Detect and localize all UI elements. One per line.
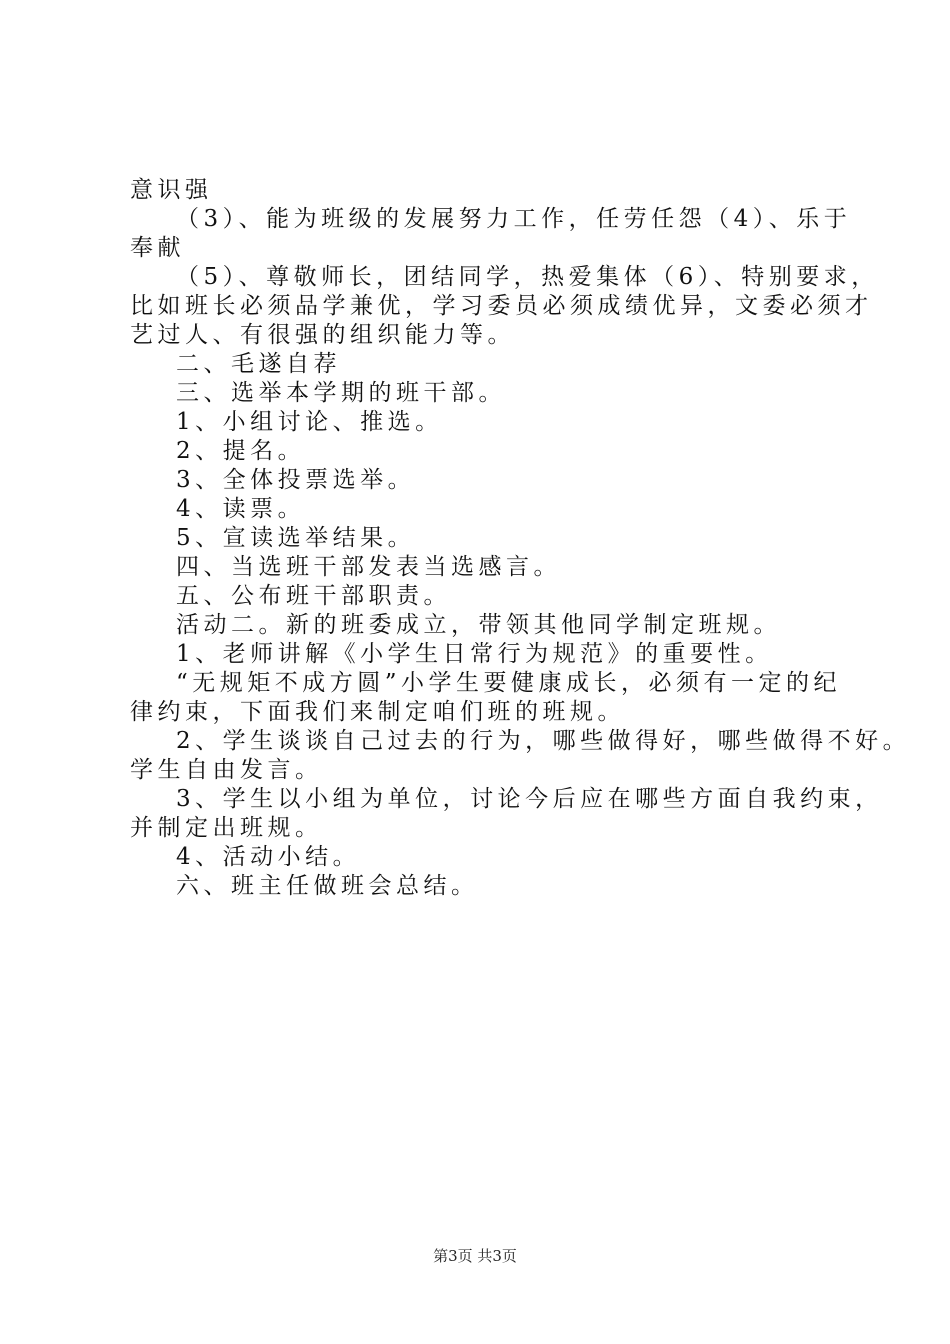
text-line: 奉献: [130, 235, 185, 261]
text-line: “无规矩不成方圆”小学生要健康成长，必须有一定的纪: [176, 670, 842, 696]
page-footer: [0, 1245, 950, 1266]
text-line: 六、班主任做班会总结。: [176, 873, 479, 899]
text-line: 二、毛遂自荐: [176, 351, 341, 377]
text-line: 四、当选班干部发表当选感言。: [176, 554, 561, 580]
text-line: 律约束，下面我们来制定咱们班的班规。: [130, 699, 625, 725]
text-line: 五、公布班干部职责。: [176, 583, 451, 609]
text-line: 活动二。新的班委成立，带领其他同学制定班规。: [176, 612, 781, 638]
text-line: 并制定出班规。: [130, 815, 323, 841]
text-line: 学生自由发言。: [130, 757, 323, 783]
text-line: 2、学生谈谈自己过去的行为，哪些做得好，哪些做得不好。: [176, 728, 911, 754]
text-line: 艺过人、有很强的组织能力等。: [130, 322, 515, 348]
text-line: 意识强: [130, 177, 213, 203]
text-line: 1、老师讲解《小学生日常行为规范》的重要性。: [176, 641, 773, 667]
document-body: [130, 176, 911, 901]
page-number-label: 第3页 共3页: [433, 1247, 517, 1265]
text-line: 2、提名。: [176, 438, 306, 464]
text-line: 比如班长必须品学兼优，学习委员必须成绩优异，文委必须才: [130, 293, 873, 319]
text-line: 3、学生以小组为单位，讨论今后应在哪些方面自我约束，: [176, 786, 883, 812]
text-line: 4、读票。: [176, 496, 306, 522]
text-line: （5）、尊敬师长，团结同学，热爱集体（6）、特别要求，: [176, 264, 879, 290]
text-line: 三、选举本学期的班干部。: [176, 380, 506, 406]
text-line: 3、全体投票选举。: [176, 467, 416, 493]
text-line: （3）、能为班级的发展努力工作，任劳任怨（4）、乐于: [176, 206, 852, 232]
text-line: 4、活动小结。: [176, 844, 361, 870]
text-line: 5、宣读选举结果。: [176, 525, 416, 551]
text-line: 1、小组讨论、推选。: [176, 409, 443, 435]
